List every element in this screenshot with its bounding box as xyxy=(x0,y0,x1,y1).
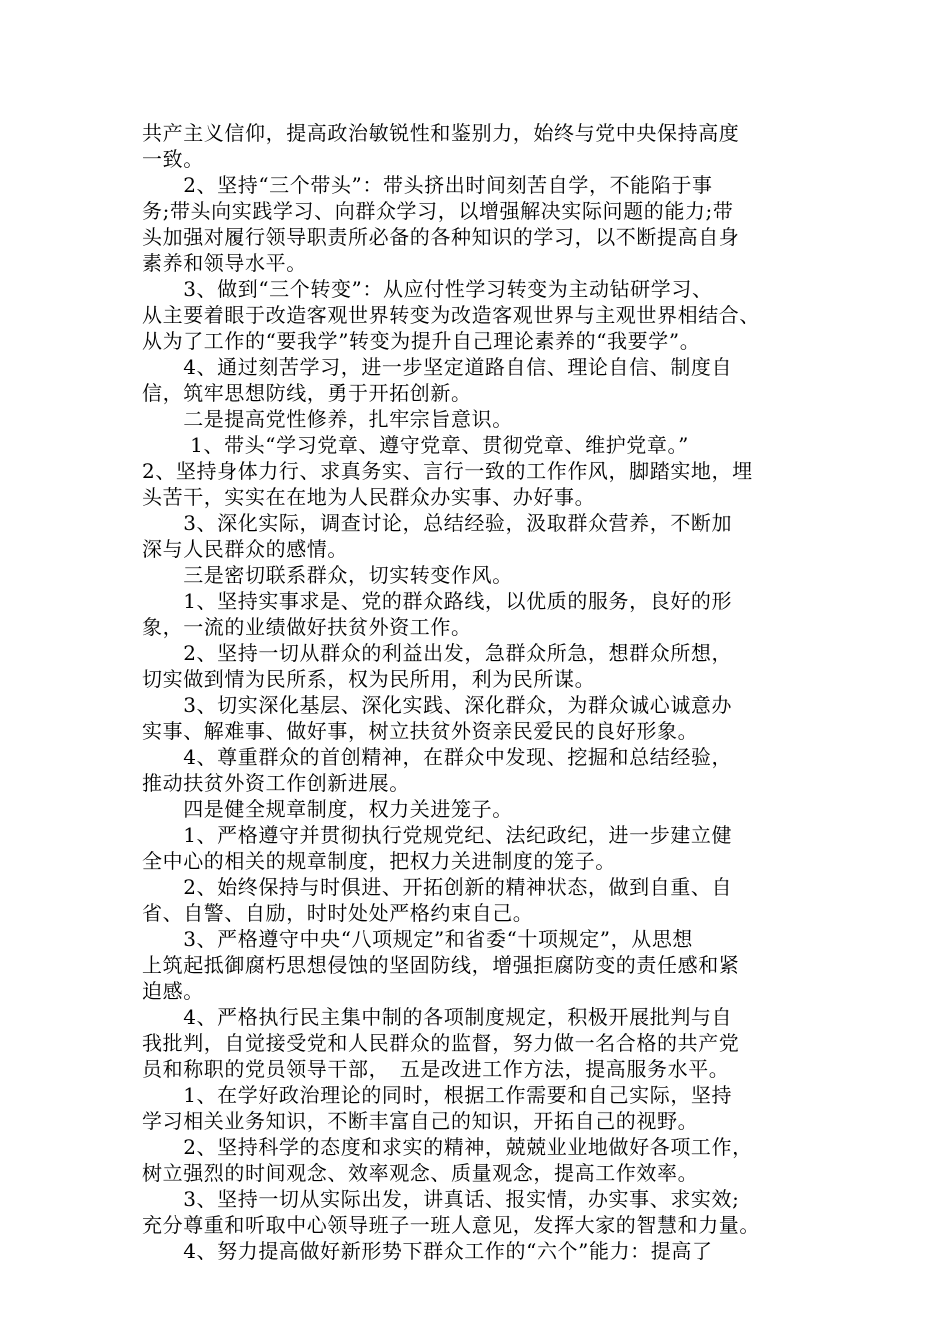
text-line: 4、严格执行民主集中制的各项制度规定，积极开展批判与自 xyxy=(142,1005,733,1029)
text-line: 共产主义信仰，提高政治敏锐性和鉴别力，始终与党中央保持高度 xyxy=(142,121,740,145)
text-line: 4、尊重群众的首创精神，在群众中发现、挖掘和总结经验， xyxy=(142,745,733,769)
text-line: 深与人民群众的感情。 xyxy=(142,537,348,561)
text-line: 3、坚持一切从实际出发，讲真话、报实情，办实事、求实效; xyxy=(142,1187,740,1211)
document-body xyxy=(142,120,832,1264)
text-line: 4、努力提高做好新形势下群众工作的“六个”能力：提高了 xyxy=(142,1239,713,1263)
text-line: 1、坚持实事求是、党的群众路线，以优质的服务，良好的形 xyxy=(142,589,733,613)
section-heading: 二是提高党性修养，扎牢宗旨意识。 xyxy=(142,407,513,431)
text-line: 3、深化实际，调查讨论，总结经验，汲取群众营养，不断加 xyxy=(142,511,733,535)
text-line: 3、切实深化基层、深化实践、深化群众，为群众诚心诚意办 xyxy=(142,693,733,717)
text-line: 从为了工作的“要我学”转变为提升自己理论素养的“我要学”。 xyxy=(142,329,701,353)
text-line: 务;带头向实践学习、向群众学习，以增强解决实际问题的能力;带 xyxy=(142,199,734,223)
text-line: 头加强对履行领导职责所必备的各种知识的学习，以不断提高自身 xyxy=(142,225,740,249)
text-line: 信，筑牢思想防线，勇于开拓创新。 xyxy=(142,381,472,405)
text-line: 我批判，自觉接受党和人民群众的监督，努力做一名合格的共产党 xyxy=(142,1031,740,1055)
text-line: 一致。 xyxy=(142,147,204,171)
text-line: 2、坚持科学的态度和求实的精神，兢兢业业地做好各项工作， xyxy=(142,1135,753,1159)
text-line: 2、坚持一切从群众的利益出发，急群众所急，想群众所想， xyxy=(142,641,733,665)
text-line: 实事、解难事、做好事，树立扶贫外资亲民爱民的良好形象。 xyxy=(142,719,699,743)
text-line: 象，一流的业绩做好扶贫外资工作。 xyxy=(142,615,472,639)
text-line: 头苦干，实实在在地为人民群众办实事、办好事。 xyxy=(142,485,596,509)
text-line: 4、通过刻苦学习，进一步坚定道路自信、理论自信、制度自 xyxy=(142,355,733,379)
section-heading: 四是健全规章制度，权力关进笼子。 xyxy=(142,797,513,821)
text-line: 1、严格遵守并贯彻执行党规党纪、法纪政纪，进一步建立健 xyxy=(142,823,733,847)
text-line: 2、始终保持与时俱进、开拓创新的精神状态，做到自重、自 xyxy=(142,875,733,899)
text-line: 3、做到“三个转变”：从应付性学习转变为主动钻研学习、 xyxy=(142,277,713,301)
text-line: 3、严格遵守中央“八项规定”和省委“十项规定”，从思想 xyxy=(142,927,694,951)
text-line: 充分尊重和听取中心领导班子一班人意见，发挥大家的智慧和力量。 xyxy=(142,1213,760,1237)
text-line: 省、自警、自励，时时处处严格约束自己。 xyxy=(142,901,534,925)
text-line: 2、坚持身体力行、求真务实、言行一致的工作作风，脚踏实地，埋 xyxy=(142,459,753,483)
text-line: 全中心的相关的规章制度，把权力关进制度的笼子。 xyxy=(142,849,616,873)
text-line: 切实做到情为民所系，权为民所用，利为民所谋。 xyxy=(142,667,596,691)
text-line: 素养和领导水平。 xyxy=(142,251,307,275)
section-heading: 三是密切联系群众，切实转变作风。 xyxy=(142,563,513,587)
text-line: 学习相关业务知识，不断丰富自己的知识，开拓自己的视野。 xyxy=(142,1109,699,1133)
text-line: 2、坚持“三个带头”：带头挤出时间刻苦自学，不能陷于事 xyxy=(142,173,713,197)
text-line: 推动扶贫外资工作创新进展。 xyxy=(142,771,410,795)
text-line: 上筑起抵御腐朽思想侵蚀的坚固防线，增强拒腐防变的责任感和紧 xyxy=(142,953,740,977)
text-line: 1、带头“学习党章、遵守党章、贯彻党章、维护党章。” xyxy=(142,433,689,457)
text-line: 树立强烈的时间观念、效率观念、质量观念，提高工作效率。 xyxy=(142,1161,699,1185)
text-line: 从主要着眼于改造客观世界转变为改造客观世界与主观世界相结合、 xyxy=(142,303,760,327)
text-line: 员和称职的党员领导干部， 五是改进工作方法，提高服务水平。 xyxy=(142,1057,730,1081)
text-line: 1、在学好政治理论的同时，根据工作需要和自己实际，坚持 xyxy=(142,1083,733,1107)
text-line: 迫感。 xyxy=(142,979,204,1003)
